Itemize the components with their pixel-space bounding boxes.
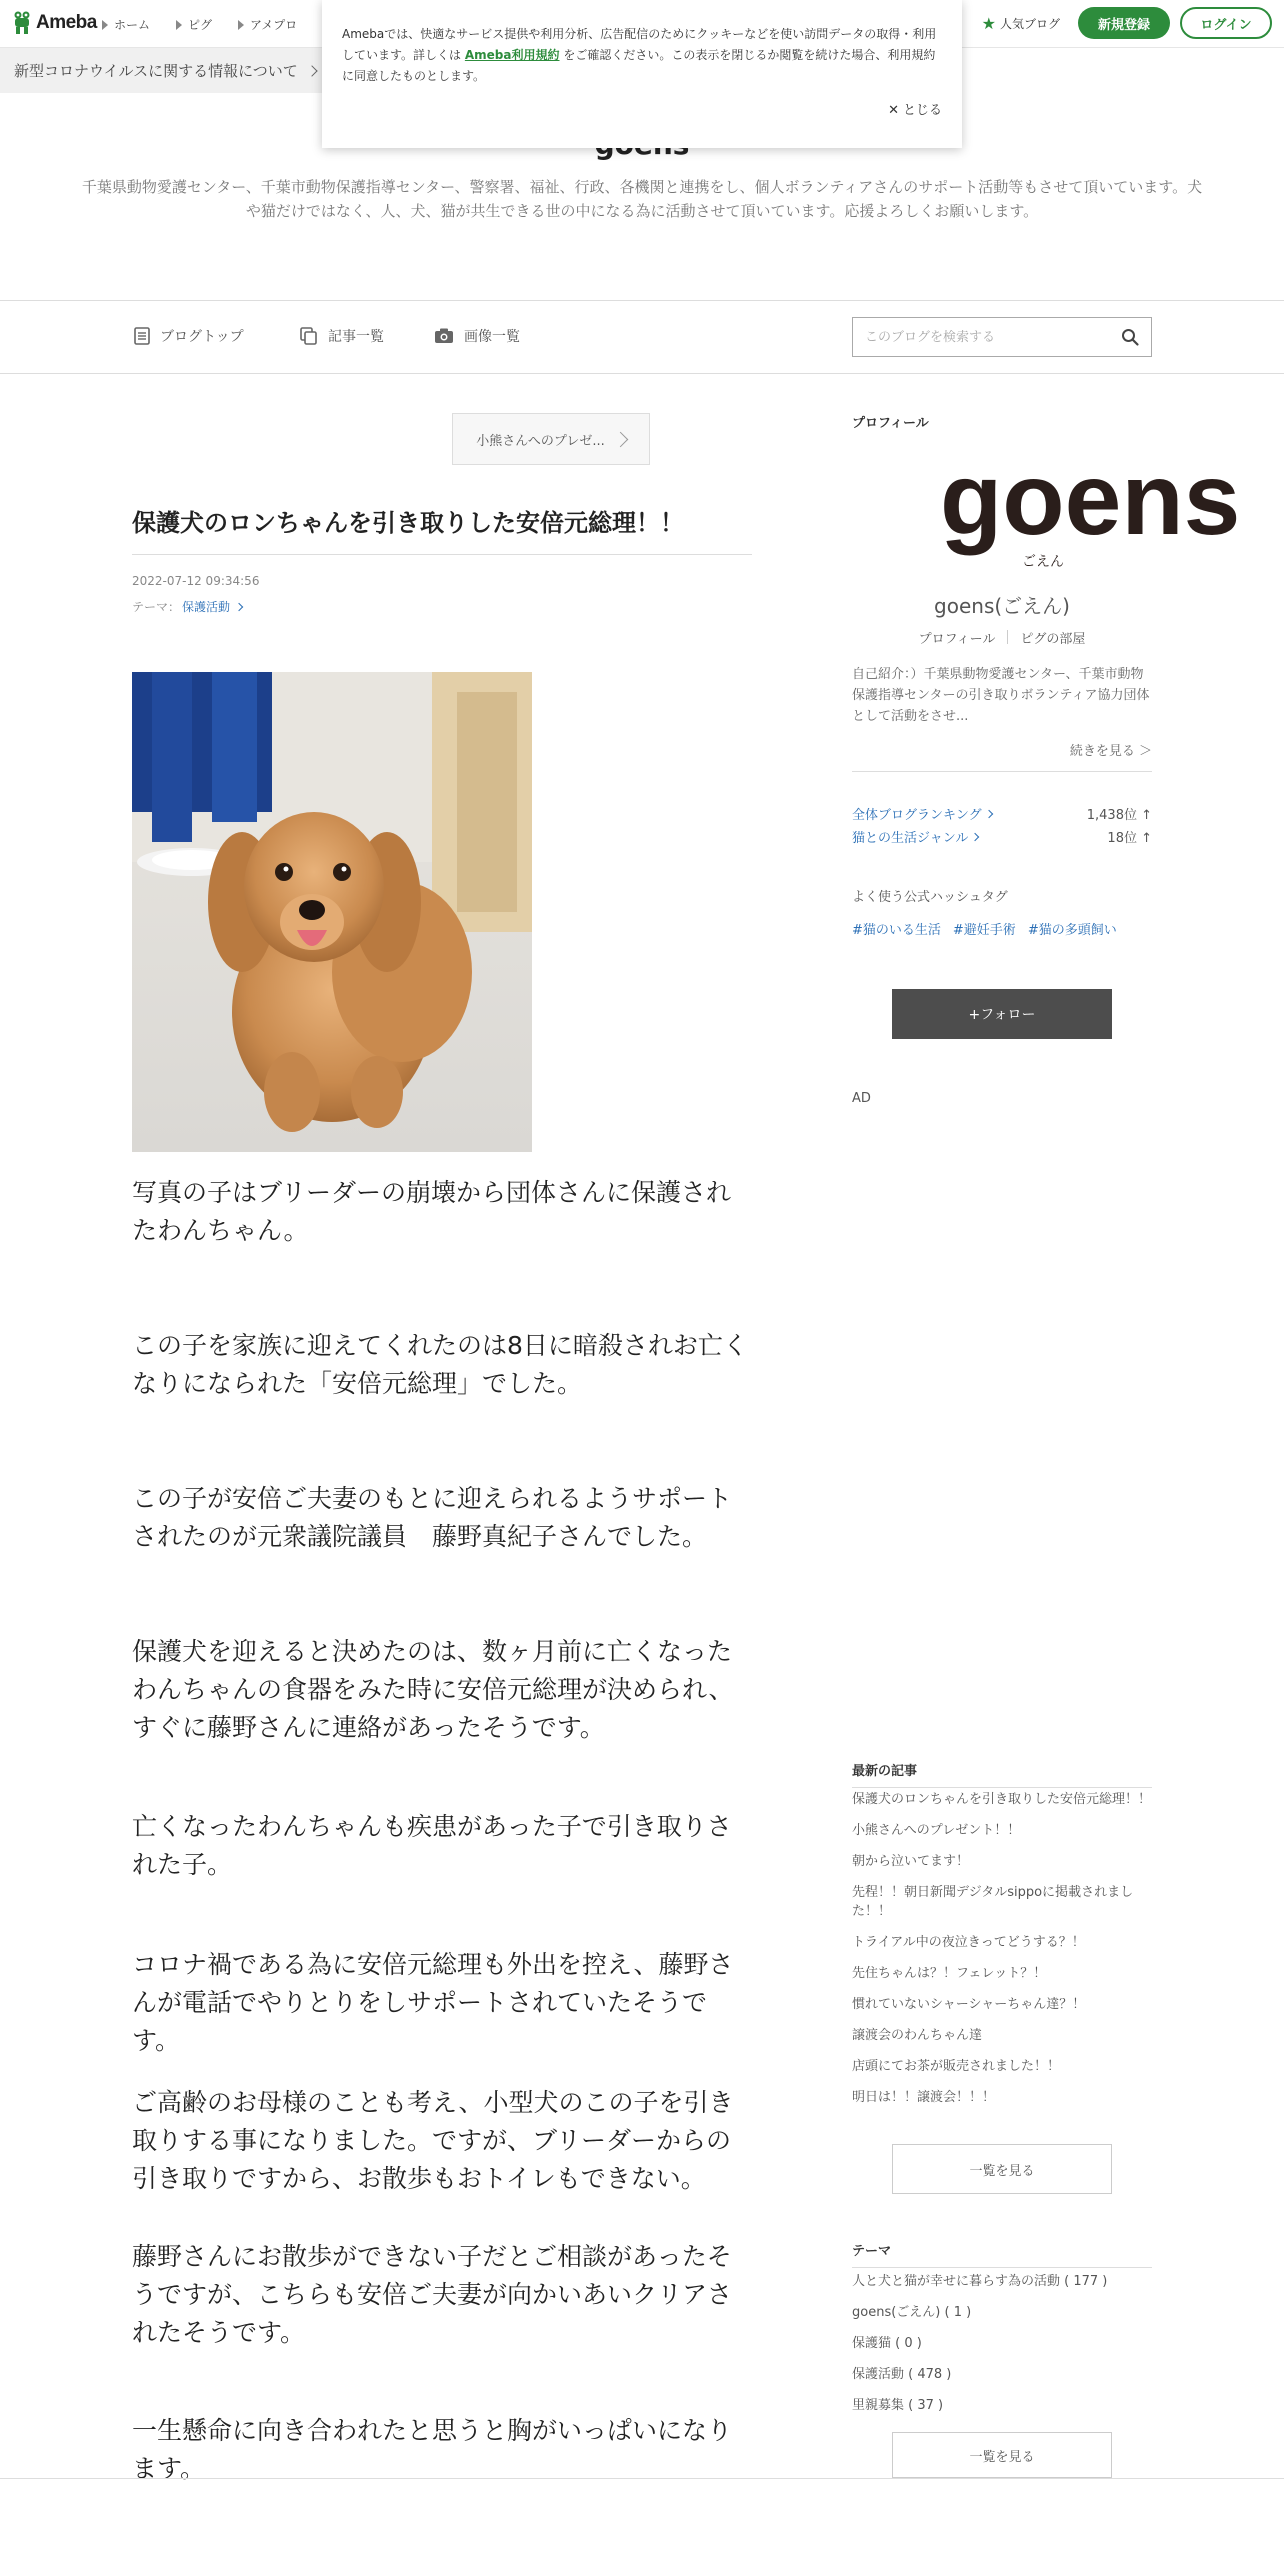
camera-icon [434, 328, 454, 344]
post-list-link[interactable] [300, 326, 384, 346]
chevron-right-icon [984, 809, 992, 817]
article-paragraph: 写真の子はブリーダーの崩壊から団体さんに保護されたわんちゃん。 [132, 1178, 732, 1245]
cookie-text-before: Amebaでは、快適なサービス提供や利用分析、広告配信のためにクッキーなどを使い訪問データの取得・利用しています。詳しくは [342, 27, 937, 62]
article-date: 2022-07-12 09:34:56 [132, 574, 260, 588]
document-icon [134, 327, 150, 345]
read-more-link[interactable]: 続きを見る ＞ [852, 740, 1152, 772]
article-paragraph: 一生懸命に向き合われたと思うと胸がいっぱいになります。 [132, 2416, 733, 2483]
prev-post-label: 小熊さんへのプレゼ... [476, 433, 605, 449]
chevron-right-icon [971, 832, 979, 840]
nav-amepro-label: アメプロ [250, 18, 298, 32]
blog-search-box [852, 317, 1152, 357]
copy-icon [300, 327, 318, 345]
global-nav [102, 16, 297, 33]
blog-top-link[interactable] [134, 326, 244, 346]
theme-item-link[interactable]: 人と犬と猫が幸せに暮らす為の活動 ( 177 ) [852, 2274, 1108, 2289]
chevron-right-icon [613, 431, 629, 447]
recent-post-link[interactable]: 保護犬のロンちゃんを引き取りした安倍元総理！！ [852, 1792, 1152, 1807]
ranking-row [852, 827, 1152, 846]
search-icon[interactable] [1121, 328, 1139, 346]
profile-link[interactable]: プロフィール [918, 632, 996, 647]
pig-room-link[interactable]: ピグの部屋 [1020, 632, 1086, 647]
ranking-value: 18位 ↑ [1107, 831, 1152, 846]
profile-avatar[interactable] [940, 442, 1241, 572]
recent-posts-heading: 最新の記事 [852, 1760, 1152, 1788]
covid-info-label: 新型コロナウイルスに関する情報について [14, 62, 298, 80]
theme-link[interactable]: 保護活動 [182, 600, 231, 614]
close-icon: ✕ [888, 103, 899, 118]
profile-links [852, 628, 1152, 647]
theme-item-link[interactable]: 里親募集 ( 37 ) [852, 2398, 944, 2413]
triangle-icon [102, 20, 108, 30]
cookie-close-label: とじる [902, 103, 942, 118]
article-paragraph: 亡くなったわんちゃんも疾患があった子で引き取りされた子。 [132, 1812, 732, 1879]
hashtag-link[interactable]: #避妊手術 [952, 923, 1016, 938]
recent-post-link[interactable]: 先住ちゃんは？！フェレット？！ [852, 1966, 1047, 1981]
blog-description: 千葉県動物愛護センター、千葉市動物保護指導センター、警察署、福祉、行政、各機関と連携をし、個人ボランティアさんのサポート活動等もさせて頂いています。犬や猫だけではなく、人、犬、猫が共生できる世の中になる為に活動させて頂いています。応援よろしくお願いします。 [81, 178, 1203, 220]
recent-post-link[interactable]: トライアル中の夜泣きってどうする？！ [852, 1935, 1085, 1950]
cookie-consent-popup [322, 0, 962, 148]
recent-post-link[interactable]: 店頭にてお茶が販売されました！！ [852, 2059, 1061, 2074]
ranking-label: 猫との生活ジャンル [852, 831, 969, 846]
theme-item-link[interactable]: 保護猫 ( 0 ) [852, 2336, 922, 2351]
recent-post-link[interactable]: 譲渡会のわんちゃん達 [852, 2028, 983, 2043]
goens-logo-icon [940, 442, 1241, 572]
popular-blog-label: 人気ブログ [999, 16, 1060, 31]
blog-search-input[interactable] [865, 330, 1121, 345]
theme-item-link[interactable]: 保護活動 ( 478 ) [852, 2367, 952, 2382]
theme-prefix: テーマ： [132, 600, 181, 614]
popular-blog-link[interactable] [982, 14, 1060, 33]
article-theme [132, 598, 242, 615]
ameba-logo[interactable] [12, 10, 97, 36]
divider [0, 2478, 1284, 2479]
blog-top-label: ブログトップ [160, 329, 244, 345]
cookie-close-button[interactable] [888, 100, 942, 121]
register-button[interactable]: 新規登録 [1078, 7, 1170, 39]
nav-pig-label: ピグ [188, 18, 213, 32]
profile-heading: プロフィール [852, 416, 929, 431]
post-list-label: 記事一覧 [328, 329, 384, 345]
terms-link[interactable]: Ameba利用規約 [464, 48, 560, 62]
star-icon: ★ [981, 13, 996, 33]
nav-home[interactable] [102, 16, 150, 33]
hashtag-title: よく使う公式ハッシュタグ [852, 890, 1008, 905]
article-paragraph: ご高齢のお母様のことも考え、小型犬のこの子を引き取りする事になりました。ですが、ブリーダーからの引き取りですから、お散歩もおトイレもできない。 [132, 2088, 734, 2193]
logo-text: Ameba [36, 12, 97, 33]
chevron-right-icon [235, 602, 243, 610]
hashtag-list [852, 919, 1117, 938]
theme-heading: テーマ [852, 2240, 1152, 2268]
ranking-link[interactable] [852, 827, 978, 846]
image-list-label: 画像一覧 [464, 329, 520, 345]
triangle-icon [176, 20, 182, 30]
profile-logo-sub: ごえん [1022, 554, 1064, 570]
theme-list [852, 2272, 1152, 2427]
ranking-label: 全体ブログランキング [852, 808, 982, 823]
recent-post-link[interactable]: 朝から泣いてます！ [852, 1854, 970, 1869]
nav-amepro[interactable] [238, 16, 297, 33]
recent-post-link[interactable]: 小熊さんへのプレゼント！！ [852, 1823, 1021, 1838]
nav-home-label: ホーム [114, 18, 151, 32]
profile-logo-text: goens [940, 442, 1241, 556]
article-paragraph: この子を家族に迎えてくれたのは8日に暗殺されお亡くなりになられた「安倍元総理」でした。 [132, 1331, 748, 1398]
recent-post-link[interactable]: 明日は！！譲渡会！！！ [852, 2090, 996, 2105]
hashtag-link[interactable]: #猫の多頭飼い [1027, 923, 1117, 938]
hashtag-link[interactable]: #猫のいる生活 [852, 923, 941, 938]
triangle-icon [238, 20, 244, 30]
nav-pig[interactable] [176, 16, 212, 33]
recent-post-link[interactable]: 慣れていないシャーシャーちゃん達？！ [852, 1997, 1086, 2012]
ad-label: AD [852, 1091, 871, 1106]
cookie-text [342, 24, 940, 87]
article-paragraph: コロナ禍である為に安倍元総理も外出を控え、藤野さんが電話でやりとりをしサポートされていたそうです。 [132, 1950, 734, 2055]
article-paragraph: 藤野さんにお散歩ができない子だとご相談があったそうですが、こちらも安倍ご夫妻が向かいあいクリアされたそうです。 [132, 2242, 733, 2347]
article-title[interactable]: 保護犬のロンちゃんを引き取りした安倍元総理！！ [132, 503, 752, 555]
dog-photo[interactable] [132, 672, 532, 1152]
blog-nav [0, 300, 1284, 374]
article-paragraph: この子が安倍ご夫妻のもとに迎えられるようサポートされたのが元衆議院議員 藤野真紀子さんでした。 [132, 1484, 733, 1551]
ranking-value: 1,438位 ↑ [1086, 808, 1152, 823]
ranking-row [852, 804, 1152, 823]
theme-item-link[interactable]: goens(ごえん) ( 1 ) [852, 2305, 972, 2320]
theme-more-button[interactable]: 一覧を見る [892, 2432, 1112, 2478]
article-paragraph: 保護犬を迎えると決めたのは、数ヶ月前に亡くなったわんちゃんの食器をみた時に安倍元総理が決められ、すぐに藤野さんに連絡があったそうです。 [132, 1637, 734, 1742]
follow-button[interactable]: +フォロー [892, 989, 1112, 1039]
header-actions [982, 7, 1272, 39]
recent-more-button[interactable]: 一覧を見る [892, 2144, 1112, 2194]
profile-intro: 自己紹介：）千葉県動物愛護センター、千葉市動物保護指導センターの引き取りボランティア協力団体として活動をさせ... [852, 667, 1150, 724]
recent-post-link[interactable]: 先程！！朝日新聞デジタルsippoに掲載されました！！ [852, 1885, 1134, 1919]
image-list-link[interactable] [434, 326, 520, 346]
ranking-link[interactable] [852, 804, 992, 823]
covid-info-link[interactable] [0, 48, 360, 93]
chevron-right-icon [306, 65, 317, 76]
profile-name[interactable]: goens(ごえん) [934, 594, 1070, 618]
login-button[interactable]: ログイン [1180, 7, 1272, 39]
ameba-frog-icon [12, 10, 32, 36]
recent-posts-list [852, 1790, 1152, 2119]
cookie-text-after: をご確認ください。この表示を閉じるか閲覧を続けた場合、利用規約に同意したものとします。 [342, 48, 936, 83]
prev-post-button[interactable] [452, 413, 650, 465]
